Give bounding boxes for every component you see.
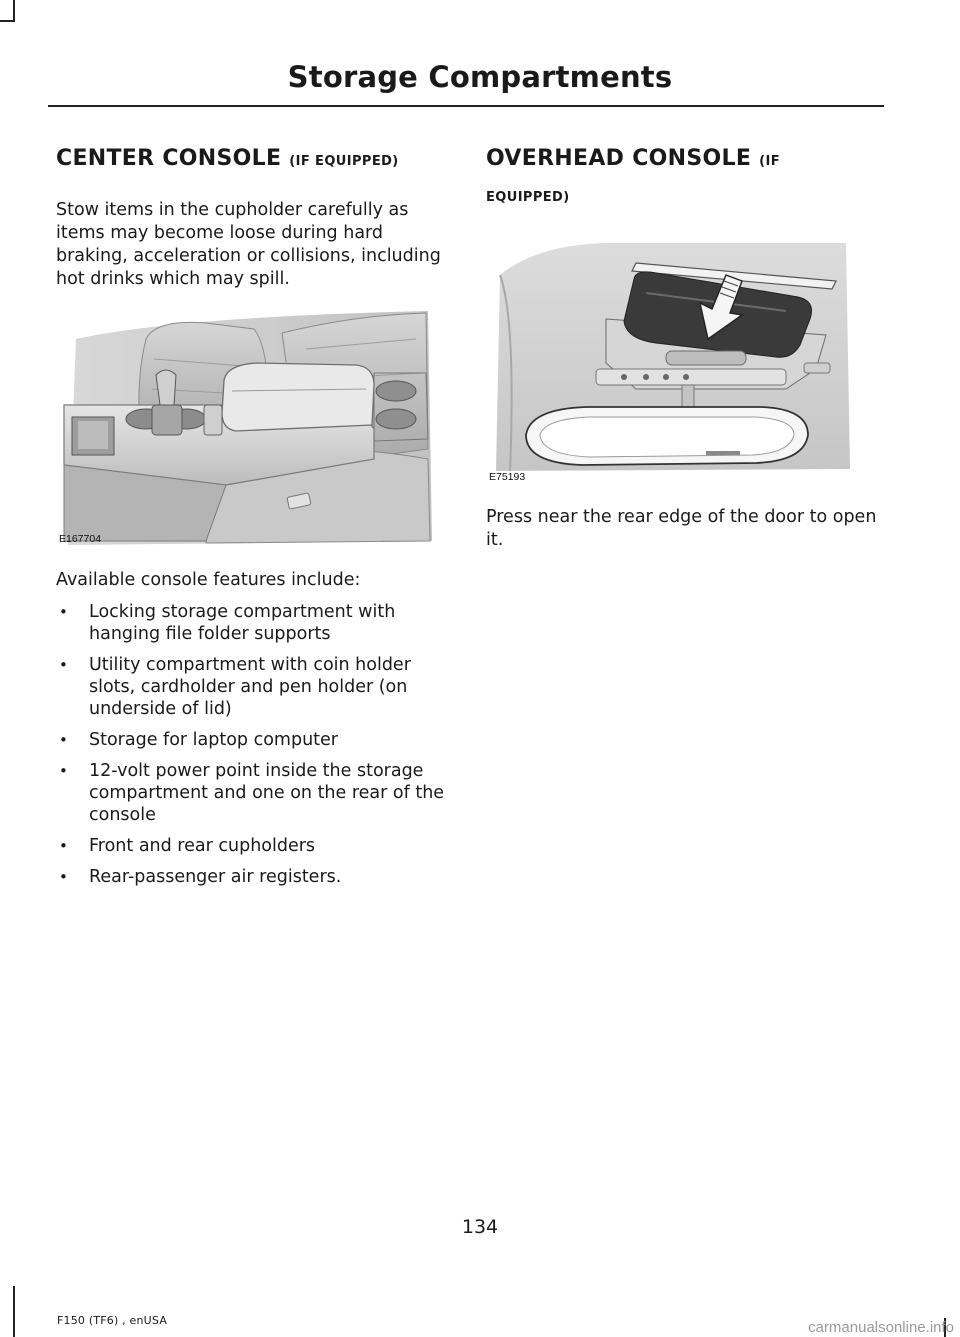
center-console-figure — [56, 309, 434, 547]
crop-mark-top-left-v — [13, 0, 15, 22]
list-item: • Front and rear cupholders — [56, 835, 448, 857]
list-item: • Utility compartment with coin holder slots, cardholder and pen holder (on underside of lid) — [56, 654, 448, 720]
center-console-title: CENTER CONSOLE — [56, 146, 282, 171]
list-item: • Rear-passenger air registers. — [56, 866, 448, 888]
center-console-section — [56, 147, 448, 897]
list-item: • Locking storage compartment with hanging file folder supports — [56, 601, 448, 645]
page-title: Storage Compartments — [287, 60, 673, 94]
overhead-console-instruction: Press near the rear edge of the door to open it. — [486, 507, 877, 551]
center-console-figure-id: E167704 — [59, 533, 102, 546]
crop-mark-bottom-left-v — [13, 1286, 15, 1337]
center-console-heading — [56, 147, 448, 170]
document-id: F150 (TF6) , enUSA — [57, 1314, 168, 1327]
overhead-console-figure — [486, 239, 854, 485]
center-console-tag: (IF EQUIPPED) — [289, 154, 399, 169]
features-intro: Available console features include: — [56, 570, 361, 591]
list-item: • 12-volt power point inside the storage compartment and one on the rear of the console — [56, 760, 448, 826]
overhead-console-section — [486, 147, 886, 552]
watermark: carmanualsonline.info — [808, 1319, 954, 1336]
overhead-console-title: OVERHEAD CONSOLE — [486, 146, 752, 171]
list-item: • Storage for laptop computer — [56, 729, 448, 751]
crop-mark-top-left-h — [0, 20, 15, 22]
overhead-console-figure-id: E75193 — [489, 471, 526, 484]
overhead-console-tag-1: (IF — [759, 154, 780, 169]
overhead-console-tag-2: EQUIPPED) — [486, 190, 570, 206]
header-divider — [48, 105, 884, 107]
features-list — [56, 601, 448, 888]
page-number: 134 — [461, 1216, 499, 1238]
center-console-intro: Stow items in the cupholder carefully as items may become loose during hard braking, acceleration or collisions, including hot drinks which may spill. — [56, 200, 441, 290]
overhead-console-heading — [486, 147, 886, 170]
center-console-illustration — [56, 309, 434, 547]
overhead-console-illustration — [486, 239, 854, 485]
